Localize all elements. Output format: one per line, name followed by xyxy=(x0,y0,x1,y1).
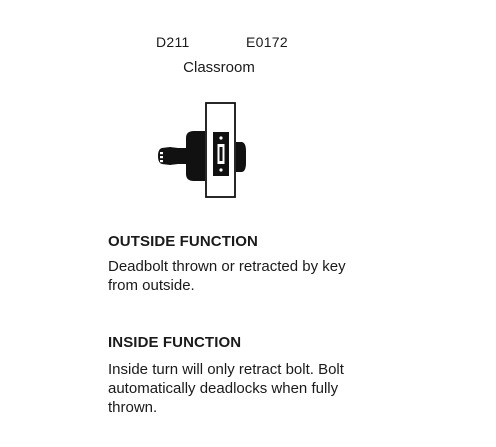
function-name: Classroom xyxy=(183,59,255,76)
inside-function-description xyxy=(108,360,408,417)
outside-function-description xyxy=(108,257,408,295)
lock-diagram-icon xyxy=(156,100,266,200)
description-line: automatically deadlocks when fully xyxy=(108,380,339,397)
description-line: from outside. xyxy=(108,277,195,294)
description-line: Deadbolt thrown or retracted by key xyxy=(108,258,346,275)
description-line: thrown. xyxy=(108,399,158,416)
inside-function-heading: INSIDE FUNCTION xyxy=(108,334,242,351)
product-code-left: D211 xyxy=(156,34,190,50)
product-code-right: E0172 xyxy=(246,34,288,50)
outside-function-heading: OUTSIDE FUNCTION xyxy=(108,233,258,250)
description-line: Inside turn will only retract bolt. Bolt xyxy=(108,361,344,378)
key-icon xyxy=(158,147,188,165)
